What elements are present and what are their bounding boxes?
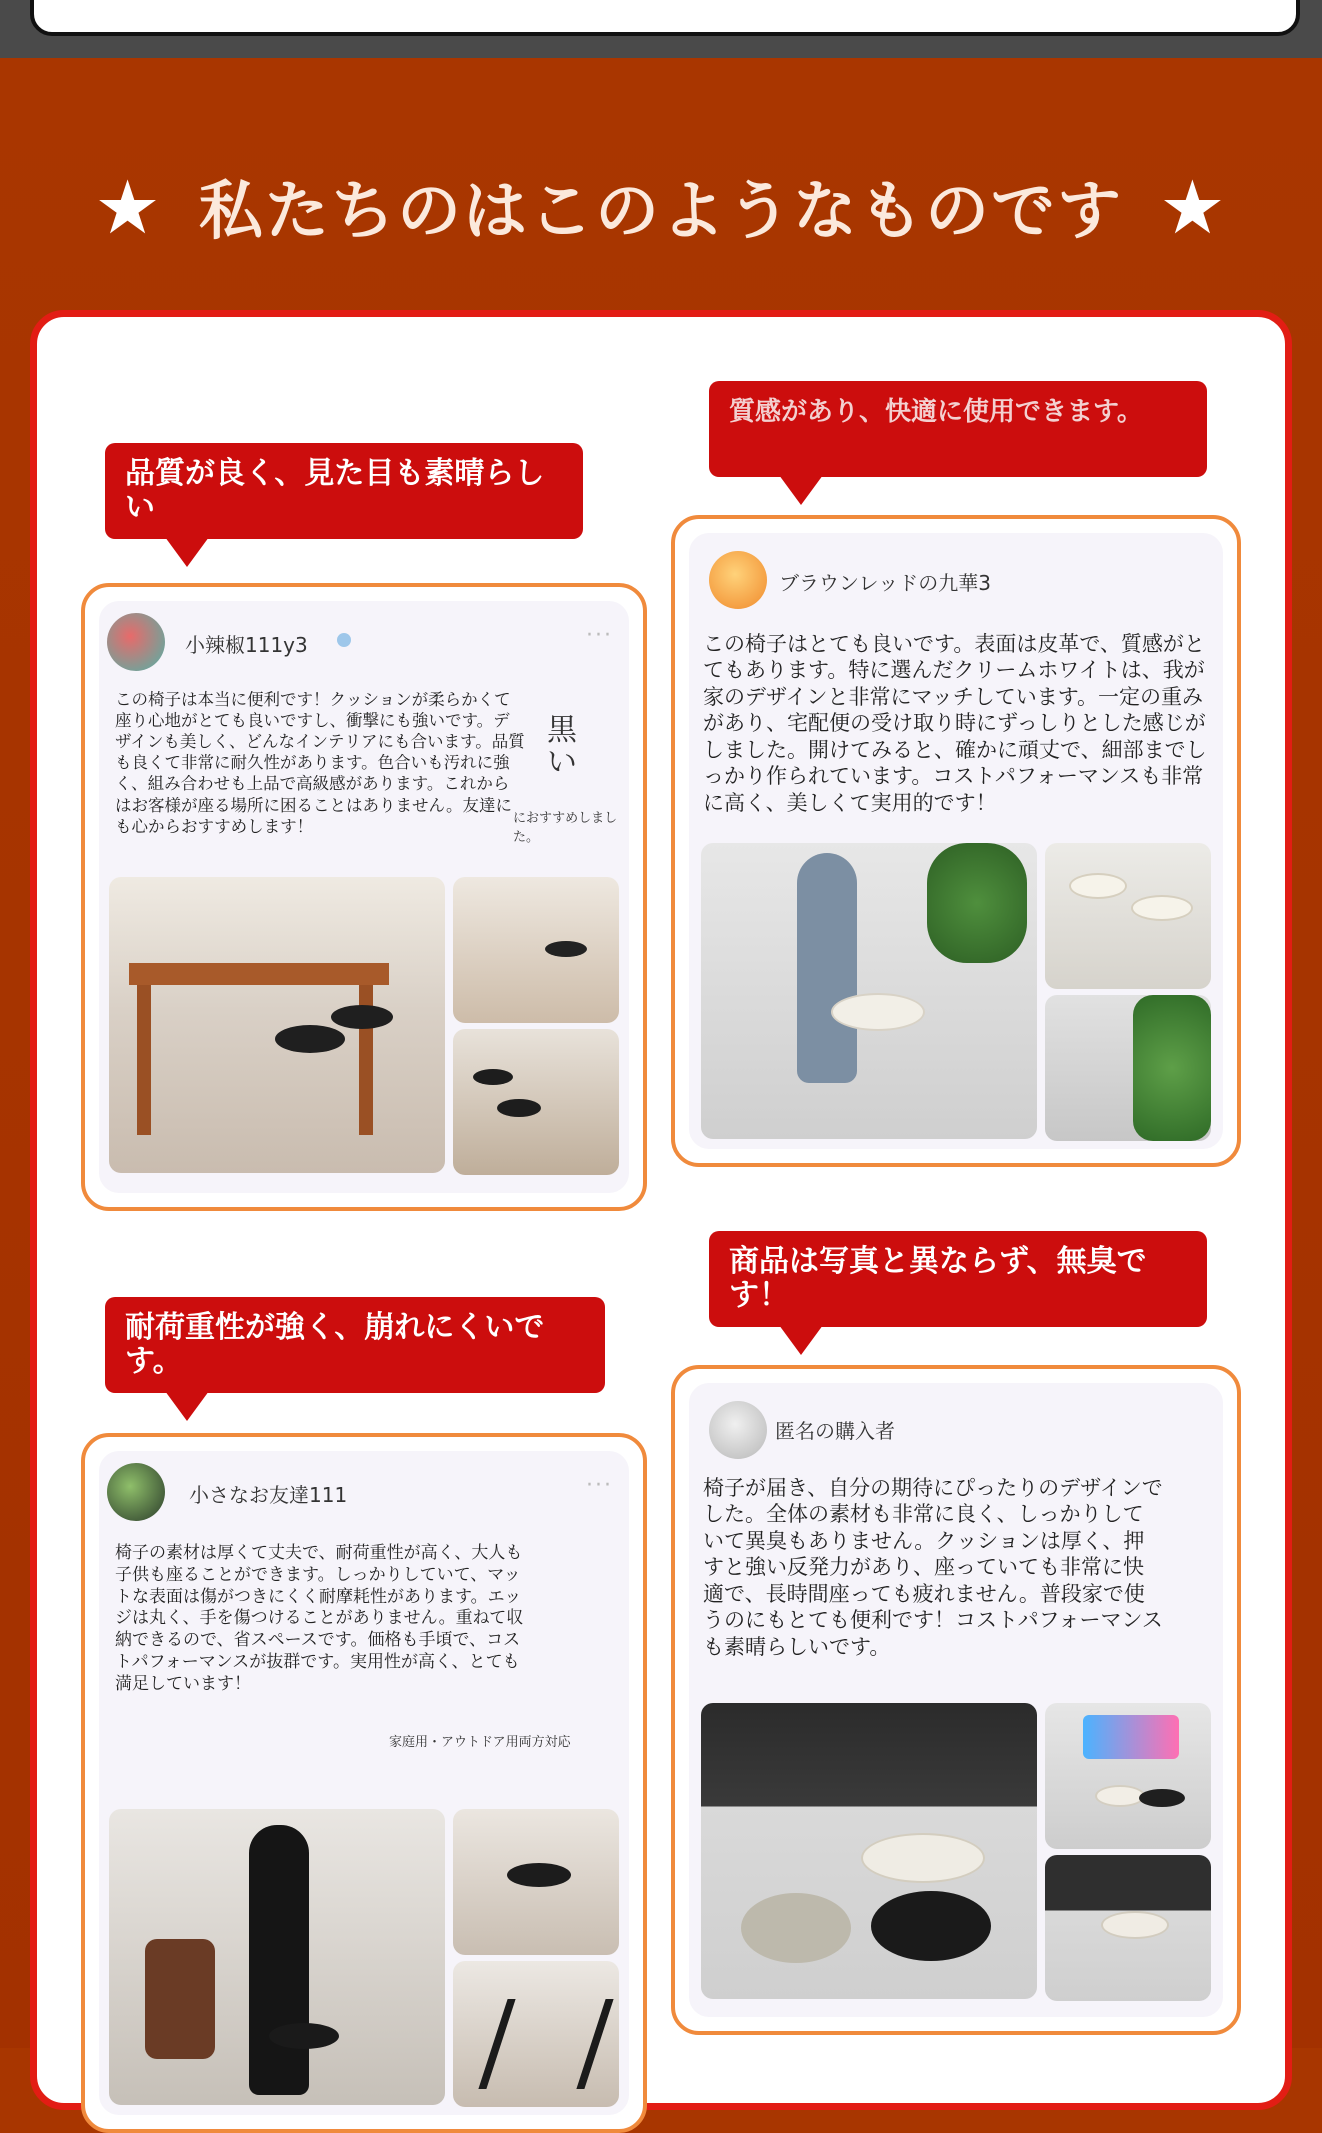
- review-1-banner: [105, 443, 583, 539]
- review-4-banner-text: 商品は写真と異ならず、無臭です！: [729, 1244, 1147, 1313]
- stool-black: [331, 1005, 393, 1029]
- review-2-banner: [709, 381, 1207, 477]
- review-4-photo-3[interactable]: [1045, 1855, 1211, 2001]
- review-2-card: [671, 515, 1241, 1167]
- stool-white: [1095, 1785, 1145, 1807]
- user-avatar[interactable]: [107, 613, 165, 671]
- review-1-banner-text: 品質が良く、見た目も素晴らしい: [125, 456, 545, 525]
- plant-shape: [927, 843, 1027, 963]
- stool-white: [1131, 895, 1193, 921]
- stool-black: [497, 1099, 541, 1117]
- review-1-photo-main[interactable]: [109, 877, 445, 1173]
- stool-white: [1101, 1911, 1169, 1939]
- stool-black: [871, 1891, 991, 1961]
- top-bar: [0, 0, 1322, 58]
- star-icon: ★: [1159, 165, 1228, 251]
- stool-black: [1139, 1789, 1185, 1807]
- review-2-banner-text: 質感があり、快適に使用できます。: [729, 397, 1143, 427]
- review-1-overlay-big: 黒い: [547, 713, 577, 780]
- user-avatar[interactable]: [709, 1401, 767, 1459]
- plant-shape: [1133, 995, 1211, 1141]
- user-avatar[interactable]: [709, 551, 767, 609]
- more-icon[interactable]: ···: [586, 1473, 613, 1498]
- review-1-text: この椅子は本当に便利です！クッションが柔らかくて座り心地がとても良いですし、衝撃にも強いです。デザインも美しく、どんなインテリアにも合います。品質も良くて非常に耐久性があります。色合いも汚れに強く、組み合わせも上品で高級感があります。これからはお客様が座る場所に困ることはありません。友達にも心からおすすめします！: [115, 690, 525, 836]
- review-3-photo-main[interactable]: [109, 1809, 445, 2105]
- review-4-card: [671, 1365, 1241, 2035]
- review-2-text: この椅子はとても良いです。表面は皮革で、質感がとてもあります。特に選んだクリームホワイトは、我が家のデザインと非常にマッチしています。一定の重みがあり、宅配便の受け取り時にずっしりとした感じがしました。開けてみると、確かに頑丈で、細部までしっかり作られています。コストパフォーマンスも非常に高く、美しくて実用的です！: [703, 632, 1207, 815]
- stool-black: [507, 1863, 571, 1887]
- review-2-photo-3[interactable]: [1045, 995, 1211, 1141]
- review-3-photo-3[interactable]: [453, 1961, 619, 2107]
- review-1-card: [81, 583, 647, 1211]
- search-bar-frame[interactable]: [30, 0, 1300, 36]
- table-leg: [137, 985, 151, 1135]
- person-shape: [797, 853, 857, 1083]
- stool-black: [473, 1069, 513, 1085]
- table-shape: [129, 963, 389, 985]
- stool-white: [1069, 873, 1127, 899]
- section-title: [0, 160, 1322, 252]
- review-4-username[interactable]: 匿名の購入者: [775, 1419, 895, 1443]
- stool-black: [275, 1025, 345, 1053]
- review-3-text: 椅子の素材は厚くて丈夫で、耐荷重性が高く、大人も子供も座ることができます。しっかりしていて、マットな表面は傷がつきにくく耐摩耗性があります。エッジは丸く、手を傷つけることがありません。重ねて収納できるので、省スペースです。価格も手頃で、コストパフォーマンスが抜群です。実用性が高く、とても満足しています！: [115, 1543, 524, 1694]
- section-title-text: 私たちのはこのようなものです: [199, 175, 1123, 249]
- review-3-overlay-small: 家庭用・アウトドア用両方対応: [389, 1735, 571, 1750]
- review-3-banner: [105, 1297, 605, 1393]
- stool-grey: [741, 1893, 851, 1963]
- review-3-username[interactable]: 小さなお友達111: [189, 1483, 348, 1507]
- user-avatar[interactable]: [107, 1463, 165, 1521]
- stool-black: [545, 941, 587, 957]
- review-1-photo-3[interactable]: [453, 1029, 619, 1175]
- stool-white: [831, 993, 925, 1031]
- review-4-photo-main[interactable]: [701, 1703, 1037, 1999]
- stool-white: [861, 1833, 985, 1883]
- review-1-photo-2[interactable]: [453, 877, 619, 1023]
- person-shape: [249, 1825, 309, 2095]
- chair-shape: [145, 1939, 215, 2059]
- stool-black: [269, 2023, 339, 2049]
- review-3-photo-2[interactable]: [453, 1809, 619, 1955]
- review-4-photo-2[interactable]: [1045, 1703, 1211, 1849]
- review-2-photo-main[interactable]: [701, 843, 1037, 1139]
- review-1-username[interactable]: 小辣椒111y3: [185, 633, 308, 657]
- review-4-text: 椅子が届き、自分の期待にぴったりのデザインでした。全体の素材も非常に良く、しっかりしていて異臭もありません。クッションは厚く、押すと強い反発力があり、座っていても非常に快適で、長時間座っても疲れません。普段家で使うのにもとても便利です！コストパフォーマンスも素晴らしいです。: [703, 1476, 1163, 1659]
- star-icon: ★: [94, 165, 163, 251]
- review-4-banner: [709, 1231, 1207, 1327]
- review-2-username[interactable]: ブラウンレッドの九華3: [779, 571, 992, 595]
- reviews-panel: [30, 310, 1292, 2110]
- review-3-banner-text: 耐荷重性が強く、崩れにくいです。: [125, 1310, 545, 1379]
- verified-icon: [337, 633, 351, 647]
- stool-legs: [478, 1999, 613, 2089]
- review-1-overlay-small: におすすめしました。: [513, 811, 618, 845]
- review-3-card: [81, 1433, 647, 2133]
- more-icon[interactable]: ···: [586, 623, 613, 648]
- review-2-photo-2[interactable]: [1045, 843, 1211, 989]
- tv-shape: [1083, 1715, 1179, 1759]
